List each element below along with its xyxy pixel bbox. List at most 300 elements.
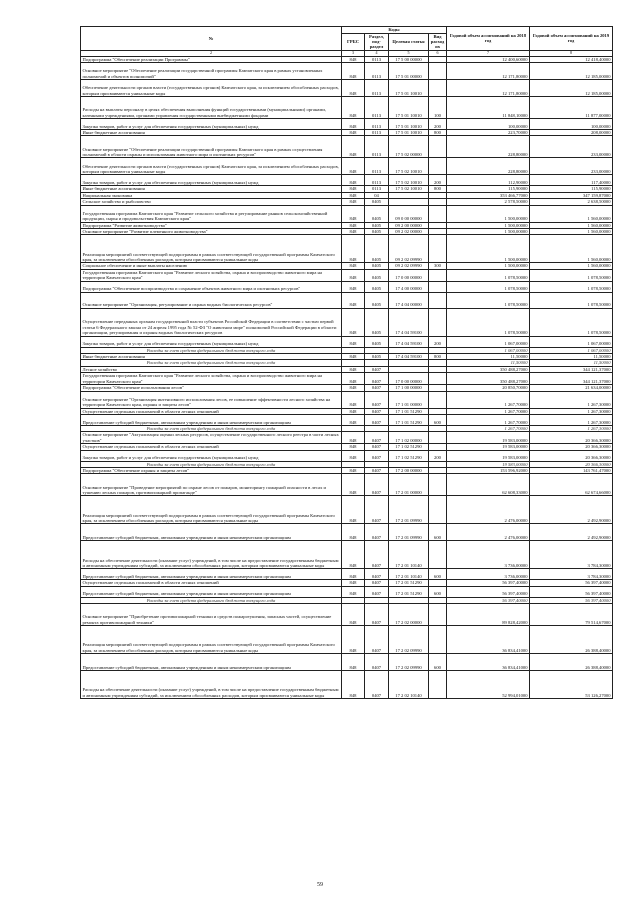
row-razdel: 0113 bbox=[365, 80, 389, 97]
row-name: Государственная программа Камчатского края "Развитие лесного хозяйства, охрана и воспроизводство животного мира на территории Камчатского края" bbox=[81, 373, 342, 385]
row-amount-2019: 20 366,30000 bbox=[530, 461, 613, 467]
row-name: Реализация мероприятий соответствующей подпрограммы в рамках соответствующей государственной программы Камчатского края, за исключением обособленных расходов, которым присваиваются уникальные коды bbox=[81, 496, 342, 524]
row-target-article: 17 2 02 00000 bbox=[389, 604, 429, 626]
row-expense-type: 300 bbox=[429, 263, 447, 269]
row-name: Сельское хозяйство и рыболовство bbox=[81, 199, 342, 205]
row-amount-2019: 20 366,30000 bbox=[530, 444, 613, 450]
row-target-article: 17 4 00 00000 bbox=[389, 281, 429, 292]
row-grbs: 848 bbox=[342, 432, 365, 444]
row-expense-type bbox=[429, 671, 447, 699]
table-row bbox=[81, 336, 613, 347]
row-razdel: 0405 bbox=[365, 354, 389, 360]
row-razdel: 0407 bbox=[365, 580, 389, 586]
row-razdel: 0407 bbox=[365, 391, 389, 408]
row-grbs: 848 bbox=[342, 580, 365, 586]
row-amount-2018: 1 067,00000 bbox=[447, 347, 530, 353]
row-name: Закупка товаров, работ и услуг для обеспечения государственных (муниципальных) нужд bbox=[81, 175, 342, 186]
row-name: Обеспечение деятельности органов власти (государственных органов) Камчатского края, за исключением обособленных расходов, которым присваиваются уникальные коды bbox=[81, 158, 342, 175]
table-row bbox=[81, 136, 613, 158]
row-amount-2019: 347 159,87000 bbox=[530, 192, 613, 198]
row-name: Предоставление субсидий бюджетным, автономным учреждениям и иным некоммерческим организациям bbox=[81, 654, 342, 671]
row-amount-2018: 353 466,77000 bbox=[447, 192, 530, 198]
row-amount-2019: 21 634,00000 bbox=[530, 385, 613, 391]
row-target-article: 17 5 02 10010 bbox=[389, 175, 429, 186]
row-razdel: 0407 bbox=[365, 385, 389, 391]
row-grbs: 848 bbox=[342, 292, 365, 308]
row-amount-2018: 1 267,70000 bbox=[447, 391, 530, 408]
row-target-article: 17 2 01 00000 bbox=[389, 474, 429, 496]
row-razdel: 0407 bbox=[365, 467, 389, 473]
row-amount-2018: 1 500,00000 bbox=[447, 229, 530, 235]
row-name: Закупка товаров, работ и услуг для обеспечения государственных (муниципальных) нужд bbox=[81, 336, 342, 347]
row-name: Предоставление субсидий бюджетным, автономным учреждениям и иным некоммерческим организациям bbox=[81, 414, 342, 425]
row-name: Обеспечение деятельности органов власти (государственных органов) Камчатского края, за исключением обособленных расходов, которым присваиваются уникальные коды bbox=[81, 80, 342, 97]
row-expense-type bbox=[429, 63, 447, 80]
row-amount-2019: 1 560,00000 bbox=[530, 235, 613, 263]
row-amount-2018: 2 578,50000 bbox=[447, 199, 530, 205]
row-razdel: 0405 bbox=[365, 281, 389, 292]
row-expense-type: 800 bbox=[429, 354, 447, 360]
row-amount-2018: 1 500,00000 bbox=[447, 235, 530, 263]
row-amount-2018: 56 397,40000 bbox=[447, 586, 530, 597]
row-razdel: 0407 bbox=[365, 626, 389, 654]
header-num: № bbox=[81, 27, 342, 51]
table-row bbox=[81, 432, 613, 444]
row-expense-type bbox=[429, 292, 447, 308]
row-grbs: 848 bbox=[342, 119, 365, 130]
row-grbs: 848 bbox=[342, 205, 365, 222]
row-target-article: 17 5 02 10010 bbox=[389, 186, 429, 192]
row-amount-2018: 11 848,10000 bbox=[447, 97, 530, 119]
row-grbs: 848 bbox=[342, 604, 365, 626]
row-amount-2019: 233,00000 bbox=[530, 136, 613, 158]
row-razdel: 0113 bbox=[365, 130, 389, 136]
row-grbs: 848 bbox=[342, 541, 365, 569]
row-razdel: 0407 bbox=[365, 524, 389, 541]
row-grbs: 848 bbox=[342, 158, 365, 175]
row-expense-type bbox=[429, 235, 447, 263]
row-name: Расходы на выплаты персоналу в целях обеспечения выполнения функций государственными (муниципальными) органами, казенными учреждениями, органами управления государственными внебюджетными фондами bbox=[81, 97, 342, 119]
row-expense-type bbox=[429, 80, 447, 97]
row-razdel: 0405 bbox=[365, 308, 389, 336]
row-amount-2018: 223,70000 bbox=[447, 130, 530, 136]
row-amount-2018: 1 078,50000 bbox=[447, 308, 530, 336]
row-razdel: 0407 bbox=[365, 604, 389, 626]
row-razdel: 0407 bbox=[365, 586, 389, 597]
row-target-article: 17 4 04 00000 bbox=[389, 292, 429, 308]
row-razdel: 0407 bbox=[365, 496, 389, 524]
table-row bbox=[81, 235, 613, 263]
row-grbs: 848 bbox=[342, 136, 365, 158]
row-name: Основное мероприятие "Обеспечение реализации государственной программы Камчатского края в рамках установленных полномочий и объектов полномочий" bbox=[81, 63, 342, 80]
row-amount-2019: 1 560,00000 bbox=[530, 263, 613, 269]
row-amount-2019: 20 366,30000 bbox=[530, 432, 613, 444]
row-amount-2018: 2 476,00000 bbox=[447, 496, 530, 524]
row-grbs: 848 bbox=[342, 408, 365, 414]
row-razdel: 04 bbox=[365, 192, 389, 198]
row-expense-type bbox=[429, 269, 447, 281]
row-amount-2018: 1 067,00000 bbox=[447, 336, 530, 347]
row-razdel: 0407 bbox=[365, 654, 389, 671]
column-index-cell: 5 bbox=[389, 50, 429, 56]
row-amount-2018: 153 596,92000 bbox=[447, 467, 530, 473]
row-amount-2018: 12 171,80000 bbox=[447, 80, 530, 97]
row-amount-2018: 19 583,00000 bbox=[447, 450, 530, 461]
row-expense-type: 100 bbox=[429, 97, 447, 119]
row-target-article: 09 0 00 00000 bbox=[389, 205, 429, 222]
header-year-2019: Годовой объем ассигнований на 2019 год bbox=[530, 27, 613, 51]
table-row bbox=[81, 586, 613, 597]
table-row bbox=[81, 496, 613, 524]
row-grbs: 848 bbox=[342, 336, 365, 347]
column-index-cell: 8 bbox=[530, 50, 613, 56]
row-grbs: 848 bbox=[342, 569, 365, 580]
row-amount-2018: 228,80000 bbox=[447, 158, 530, 175]
row-name: Подпрограмма "Обеспечение реализации Программы" bbox=[81, 56, 342, 62]
row-amount-2018: 1 267,70000 bbox=[447, 425, 530, 431]
table-row bbox=[81, 308, 613, 336]
row-grbs: 848 bbox=[342, 496, 365, 524]
row-expense-type bbox=[429, 541, 447, 569]
row-amount-2019: 62 674,66000 bbox=[530, 474, 613, 496]
row-amount-2019: 1 078,50000 bbox=[530, 292, 613, 308]
table-row bbox=[81, 391, 613, 408]
row-target-article: 17 5 01 10010 bbox=[389, 80, 429, 97]
row-amount-2018: 19 583,00000 bbox=[447, 432, 530, 444]
row-razdel: 0405 bbox=[365, 205, 389, 222]
row-razdel: 0405 bbox=[365, 336, 389, 347]
row-razdel: 0407 bbox=[365, 444, 389, 450]
row-grbs: 848 bbox=[342, 80, 365, 97]
row-grbs: 848 bbox=[342, 56, 365, 62]
row-target-article: 17 0 00 00000 bbox=[389, 373, 429, 385]
row-target-article: 17 2 02 09990 bbox=[389, 626, 429, 654]
row-expense-type: 200 bbox=[429, 336, 447, 347]
row-grbs: 848 bbox=[342, 281, 365, 292]
row-expense-type: 600 bbox=[429, 654, 447, 671]
row-grbs: 848 bbox=[342, 654, 365, 671]
table-row bbox=[81, 63, 613, 80]
row-target-article: 09 2 02 00000 bbox=[389, 229, 429, 235]
row-amount-2019: 100,00000 bbox=[530, 119, 613, 130]
row-amount-2019: 1 267,30000 bbox=[530, 414, 613, 425]
row-target-article: 17 1 02 51290 bbox=[389, 450, 429, 461]
row-razdel: 0405 bbox=[365, 263, 389, 269]
row-expense-type bbox=[429, 205, 447, 222]
row-name: Иные бюджетные ассигнования bbox=[81, 354, 342, 360]
row-name: Осуществление отдельных полномочий в области лесных отношений bbox=[81, 408, 342, 414]
row-expense-type: 800 bbox=[429, 186, 447, 192]
table-row bbox=[81, 524, 613, 541]
row-target-article: 17 1 02 00000 bbox=[389, 432, 429, 444]
table-row bbox=[81, 626, 613, 654]
row-razdel: 0113 bbox=[365, 175, 389, 186]
row-amount-2019: 12 185,00000 bbox=[530, 63, 613, 80]
row-target-article: 17 5 01 00000 bbox=[389, 63, 429, 80]
table-row bbox=[81, 414, 613, 425]
row-expense-type bbox=[429, 496, 447, 524]
row-target-article: 17 2 01 09990 bbox=[389, 496, 429, 524]
row-expense-type: 200 bbox=[429, 119, 447, 130]
row-amount-2019: 11 877,00000 bbox=[530, 97, 613, 119]
row-razdel: 0407 bbox=[365, 414, 389, 425]
row-grbs: 848 bbox=[342, 199, 365, 205]
row-expense-type: 200 bbox=[429, 450, 447, 461]
row-grbs: 848 bbox=[342, 235, 365, 263]
row-grbs: 848 bbox=[342, 467, 365, 473]
row-razdel: 0407 bbox=[365, 373, 389, 385]
row-razdel: 0405 bbox=[365, 292, 389, 308]
row-name: Иные бюджетные ассигнования bbox=[81, 130, 342, 136]
row-expense-type bbox=[429, 158, 447, 175]
row-razdel: 0405 bbox=[365, 199, 389, 205]
row-amount-2018: 1 078,50000 bbox=[447, 292, 530, 308]
row-expense-type: 600 bbox=[429, 569, 447, 580]
row-amount-2018: 2 476,00000 bbox=[447, 524, 530, 541]
row-grbs: 848 bbox=[342, 63, 365, 80]
row-name: Расходы за счет средств федерального бюджета текущего года bbox=[81, 360, 342, 366]
row-amount-2019: 117,40000 bbox=[530, 175, 613, 186]
row-razdel: 0113 bbox=[365, 186, 389, 192]
header-year-2018: Годовой объем ассигнований на 2018 год bbox=[447, 27, 530, 51]
row-expense-type bbox=[429, 626, 447, 654]
row-grbs: 848 bbox=[342, 524, 365, 541]
row-amount-2019: 115,90000 bbox=[530, 186, 613, 192]
row-grbs: 848 bbox=[342, 474, 365, 496]
row-expense-type bbox=[429, 281, 447, 292]
row-target-article: 17 5 02 00000 bbox=[389, 136, 429, 158]
row-amount-2018: 100,00000 bbox=[447, 119, 530, 130]
row-amount-2018: 1 500,00000 bbox=[447, 222, 530, 228]
row-name: Иные бюджетные ассигнования bbox=[81, 186, 342, 192]
row-razdel: 0407 bbox=[365, 541, 389, 569]
row-amount-2019: 3 784,30000 bbox=[530, 569, 613, 580]
row-expense-type bbox=[429, 391, 447, 408]
row-name: Осуществление отдельных полномочий в области лесных отношений bbox=[81, 444, 342, 450]
row-grbs: 848 bbox=[342, 671, 365, 699]
row-amount-2018: 36 834,41000 bbox=[447, 626, 530, 654]
table-row bbox=[81, 269, 613, 281]
row-razdel: 0407 bbox=[365, 450, 389, 461]
table-body bbox=[81, 50, 613, 699]
row-amount-2018: 112,90000 bbox=[447, 175, 530, 186]
row-amount-2019: 26 388,40000 bbox=[530, 654, 613, 671]
row-name: Предоставление субсидий бюджетным, автономным учреждениям и иным некоммерческим организациям bbox=[81, 569, 342, 580]
row-amount-2019: 3 784,30000 bbox=[530, 541, 613, 569]
row-razdel: 0407 bbox=[365, 408, 389, 414]
table-row bbox=[81, 205, 613, 222]
column-index-cell: 7 bbox=[447, 50, 530, 56]
row-grbs: 848 bbox=[342, 192, 365, 198]
row-target-article: 17 1 00 00000 bbox=[389, 385, 429, 391]
row-razdel: 0113 bbox=[365, 56, 389, 62]
row-name: Расходы за счет средств федерального бюджета текущего года bbox=[81, 425, 342, 431]
row-razdel: 0113 bbox=[365, 97, 389, 119]
row-name: Расходы на обеспечение деятельности (оказание услуг) учреждений, в том числе на предоставление государственным бюджетным и автономным учреждениям субсидий, за исключением обособленных расходов, которым присваиваются уникальные коды bbox=[81, 671, 342, 699]
row-name: Расходы на обеспечение деятельности (оказание услуг) учреждений, в том числе на предоставление государственным бюджетным и автономным учреждениям субсидий, за исключением обособленных расходов, которым присваиваются уникальные коды bbox=[81, 541, 342, 569]
row-target-article: 17 5 02 10010 bbox=[389, 158, 429, 175]
row-target-article: 17 5 01 10010 bbox=[389, 97, 429, 119]
row-amount-2018: 11,50000 bbox=[447, 360, 530, 366]
row-amount-2019: 1 067,00000 bbox=[530, 336, 613, 347]
table-header bbox=[81, 27, 613, 51]
row-target-article: 17 1 02 51290 bbox=[389, 444, 429, 450]
table-row bbox=[81, 671, 613, 699]
row-expense-type bbox=[429, 136, 447, 158]
header-expense-type: Вид расходов bbox=[429, 34, 447, 51]
page-number: 59 bbox=[317, 882, 323, 888]
row-target-article: 09 2 00 00000 bbox=[389, 222, 429, 228]
row-target-article: 17 2 01 09990 bbox=[389, 524, 429, 541]
column-index-cell: 3 bbox=[342, 50, 365, 56]
table-row bbox=[81, 450, 613, 461]
row-amount-2018: 19 583,00000 bbox=[447, 461, 530, 467]
row-razdel: 0405 bbox=[365, 269, 389, 281]
row-expense-type bbox=[429, 432, 447, 444]
row-amount-2018: 1 078,50000 bbox=[447, 281, 530, 292]
row-name: Расходы за счет средств федерального бюджета текущего года bbox=[81, 461, 342, 467]
row-expense-type: 600 bbox=[429, 586, 447, 597]
row-amount-2019: 79 514,67000 bbox=[530, 604, 613, 626]
table-row bbox=[81, 654, 613, 671]
row-grbs: 848 bbox=[342, 229, 365, 235]
row-razdel: 0113 bbox=[365, 158, 389, 175]
header-grbs: ГРБС bbox=[342, 34, 365, 51]
row-razdel: 0405 bbox=[365, 235, 389, 263]
row-amount-2019: 53 126,27000 bbox=[530, 671, 613, 699]
row-grbs: 848 bbox=[342, 308, 365, 336]
row-expense-type bbox=[429, 373, 447, 385]
row-grbs: 848 bbox=[342, 175, 365, 186]
row-name: Подпрограмма "Обеспечение использования лесов" bbox=[81, 385, 342, 391]
row-grbs: 848 bbox=[342, 391, 365, 408]
row-target-article: 17 0 00 00000 bbox=[389, 269, 429, 281]
row-target-article: 09 2 02 09990 bbox=[389, 235, 429, 263]
row-amount-2018: 1 500,00000 bbox=[447, 205, 530, 222]
row-grbs: 848 bbox=[342, 263, 365, 269]
row-razdel: 0407 bbox=[365, 432, 389, 444]
row-target-article: 17 4 04 59100 bbox=[389, 308, 429, 336]
row-target-article: 17 1 01 51290 bbox=[389, 414, 429, 425]
row-amount-2018: 56 397,40000 bbox=[447, 597, 530, 603]
row-amount-2019: 11,50000 bbox=[530, 354, 613, 360]
row-razdel: 0405 bbox=[365, 222, 389, 228]
row-target-article: 17 4 04 59100 bbox=[389, 354, 429, 360]
row-amount-2018: 36 834,41000 bbox=[447, 654, 530, 671]
row-amount-2018: 12 171,80000 bbox=[447, 63, 530, 80]
row-grbs: 848 bbox=[342, 130, 365, 136]
row-expense-type: 800 bbox=[429, 130, 447, 136]
row-name: Закупка товаров, работ и услуг для обеспечения государственных (муниципальных) нужд bbox=[81, 450, 342, 461]
row-amount-2018: 350 488,27000 bbox=[447, 373, 530, 385]
row-target-article: 17 2 00 00000 bbox=[389, 467, 429, 473]
column-index-cell: 4 bbox=[365, 50, 389, 56]
row-name: Социальное обеспечение и иные выплаты населению bbox=[81, 263, 342, 269]
row-grbs: 848 bbox=[342, 414, 365, 425]
row-name: Основное мероприятие "Организация, регулирование и охрана водных биологических ресурсов" bbox=[81, 292, 342, 308]
row-expense-type bbox=[429, 474, 447, 496]
row-target-article: 17 2 02 10140 bbox=[389, 671, 429, 699]
row-name: Основное мероприятие "Приобретение противопожарной техники и средств пожаротушения, запасных частей, осуществление ремонта противопожарной техники" bbox=[81, 604, 342, 626]
table-row bbox=[81, 175, 613, 186]
row-name: Закупка товаров, работ и услуг для обеспечения государственных (муниципальных) нужд bbox=[81, 119, 342, 130]
row-name: Основное мероприятие "Проведение мероприятий по охране лесов от пожаров, мониторингу пожарной опасности в лесах и тушению лесных пожаров, противопожарной пропаганде" bbox=[81, 474, 342, 496]
row-amount-2019: 1 078,50000 bbox=[530, 269, 613, 281]
row-grbs: 848 bbox=[342, 586, 365, 597]
row-amount-2019: 12 185,00000 bbox=[530, 80, 613, 97]
row-amount-2018: 3 736,00000 bbox=[447, 569, 530, 580]
row-target-article: 17 2 01 51290 bbox=[389, 580, 429, 586]
row-target-article: 17 2 01 10140 bbox=[389, 541, 429, 569]
table-row bbox=[81, 281, 613, 292]
row-name: Осуществление переданных органам государственной власти субъектов Российской Федерации в соответствии с частью первой статьи 6 Федерального закона от 24 апреля 1995 года № 52-ФЗ "О животном мире" полномочий Российской Федерации в области организации, регулирования и охраны водных биологических ресурсов bbox=[81, 308, 342, 336]
row-amount-2019: 12 418,40000 bbox=[530, 56, 613, 62]
row-target-article: 17 4 04 59100 bbox=[389, 336, 429, 347]
row-amount-2019: 1 267,30000 bbox=[530, 408, 613, 414]
row-expense-type bbox=[429, 308, 447, 336]
column-index-cell: 6 bbox=[429, 50, 447, 56]
row-grbs: 848 bbox=[342, 626, 365, 654]
row-name: Национальная экономика bbox=[81, 192, 342, 198]
row-amount-2019: 1 267,30000 bbox=[530, 425, 613, 431]
budget-table bbox=[80, 26, 613, 699]
row-amount-2019: 56 397,40000 bbox=[530, 597, 613, 603]
row-target-article: 17 5 00 00000 bbox=[389, 56, 429, 62]
row-name: Подпрограмма "Развитие животноводства" bbox=[81, 222, 342, 228]
table-row bbox=[81, 119, 613, 130]
row-name: Расходы за счет средств федерального бюджета текущего года bbox=[81, 597, 342, 603]
row-amount-2019: 1 267,30000 bbox=[530, 391, 613, 408]
row-amount-2019: 1 560,00000 bbox=[530, 229, 613, 235]
row-amount-2019: 20 366,30000 bbox=[530, 450, 613, 461]
row-grbs: 848 bbox=[342, 444, 365, 450]
row-razdel: 0113 bbox=[365, 63, 389, 80]
row-target-article: 17 5 01 10010 bbox=[389, 130, 429, 136]
table-row bbox=[81, 158, 613, 175]
row-name: Предоставление субсидий бюджетным, автономным учреждениям и иным некоммерческим организациям bbox=[81, 524, 342, 541]
row-name: Основное мероприятие "Актуализация оценки лесных ресурсов, осуществление государственного лесного реестра в части лесных участков" bbox=[81, 432, 342, 444]
row-expense-type bbox=[429, 604, 447, 626]
row-amount-2019: 143 761,47000 bbox=[530, 467, 613, 473]
row-name: Предоставление субсидий бюджетным, автономным учреждениям и иным некоммерческим организациям bbox=[81, 586, 342, 597]
row-amount-2018: 115,90000 bbox=[447, 186, 530, 192]
row-amount-2018: 20 850,70000 bbox=[447, 385, 530, 391]
row-amount-2018: 62 608,33000 bbox=[447, 474, 530, 496]
table-row bbox=[81, 604, 613, 626]
row-razdel: 0407 bbox=[365, 569, 389, 580]
table-row bbox=[81, 474, 613, 496]
row-amount-2018: 3 736,00000 bbox=[447, 541, 530, 569]
row-amount-2019: 208,00000 bbox=[530, 130, 613, 136]
row-amount-2018: 56 397,40000 bbox=[447, 580, 530, 586]
row-name: Основное мероприятие "Развитие племенного животноводства" bbox=[81, 229, 342, 235]
row-grbs: 848 bbox=[342, 269, 365, 281]
row-amount-2019: 1 560,00000 bbox=[530, 222, 613, 228]
row-name: Реализация мероприятий соответствующей подпрограммы в рамках соответствующей государственной программы Камчатского края, за исключением обособленных расходов, которым присваиваются уникальные коды bbox=[81, 235, 342, 263]
row-name: Лесное хозяйство bbox=[81, 366, 342, 372]
table-row bbox=[81, 373, 613, 385]
row-name: Осуществление отдельных полномочий в области лесных отношений bbox=[81, 580, 342, 586]
row-razdel: 0407 bbox=[365, 366, 389, 372]
row-expense-type: 600 bbox=[429, 524, 447, 541]
row-amount-2018: 1 267,70000 bbox=[447, 408, 530, 414]
row-target-article: 17 2 01 10140 bbox=[389, 569, 429, 580]
row-amount-2019: 344 121,37000 bbox=[530, 373, 613, 385]
row-amount-2019: 56 397,40000 bbox=[530, 586, 613, 597]
row-expense-type: 600 bbox=[429, 414, 447, 425]
row-amount-2018: 52 994,01000 bbox=[447, 671, 530, 699]
table-row bbox=[81, 292, 613, 308]
